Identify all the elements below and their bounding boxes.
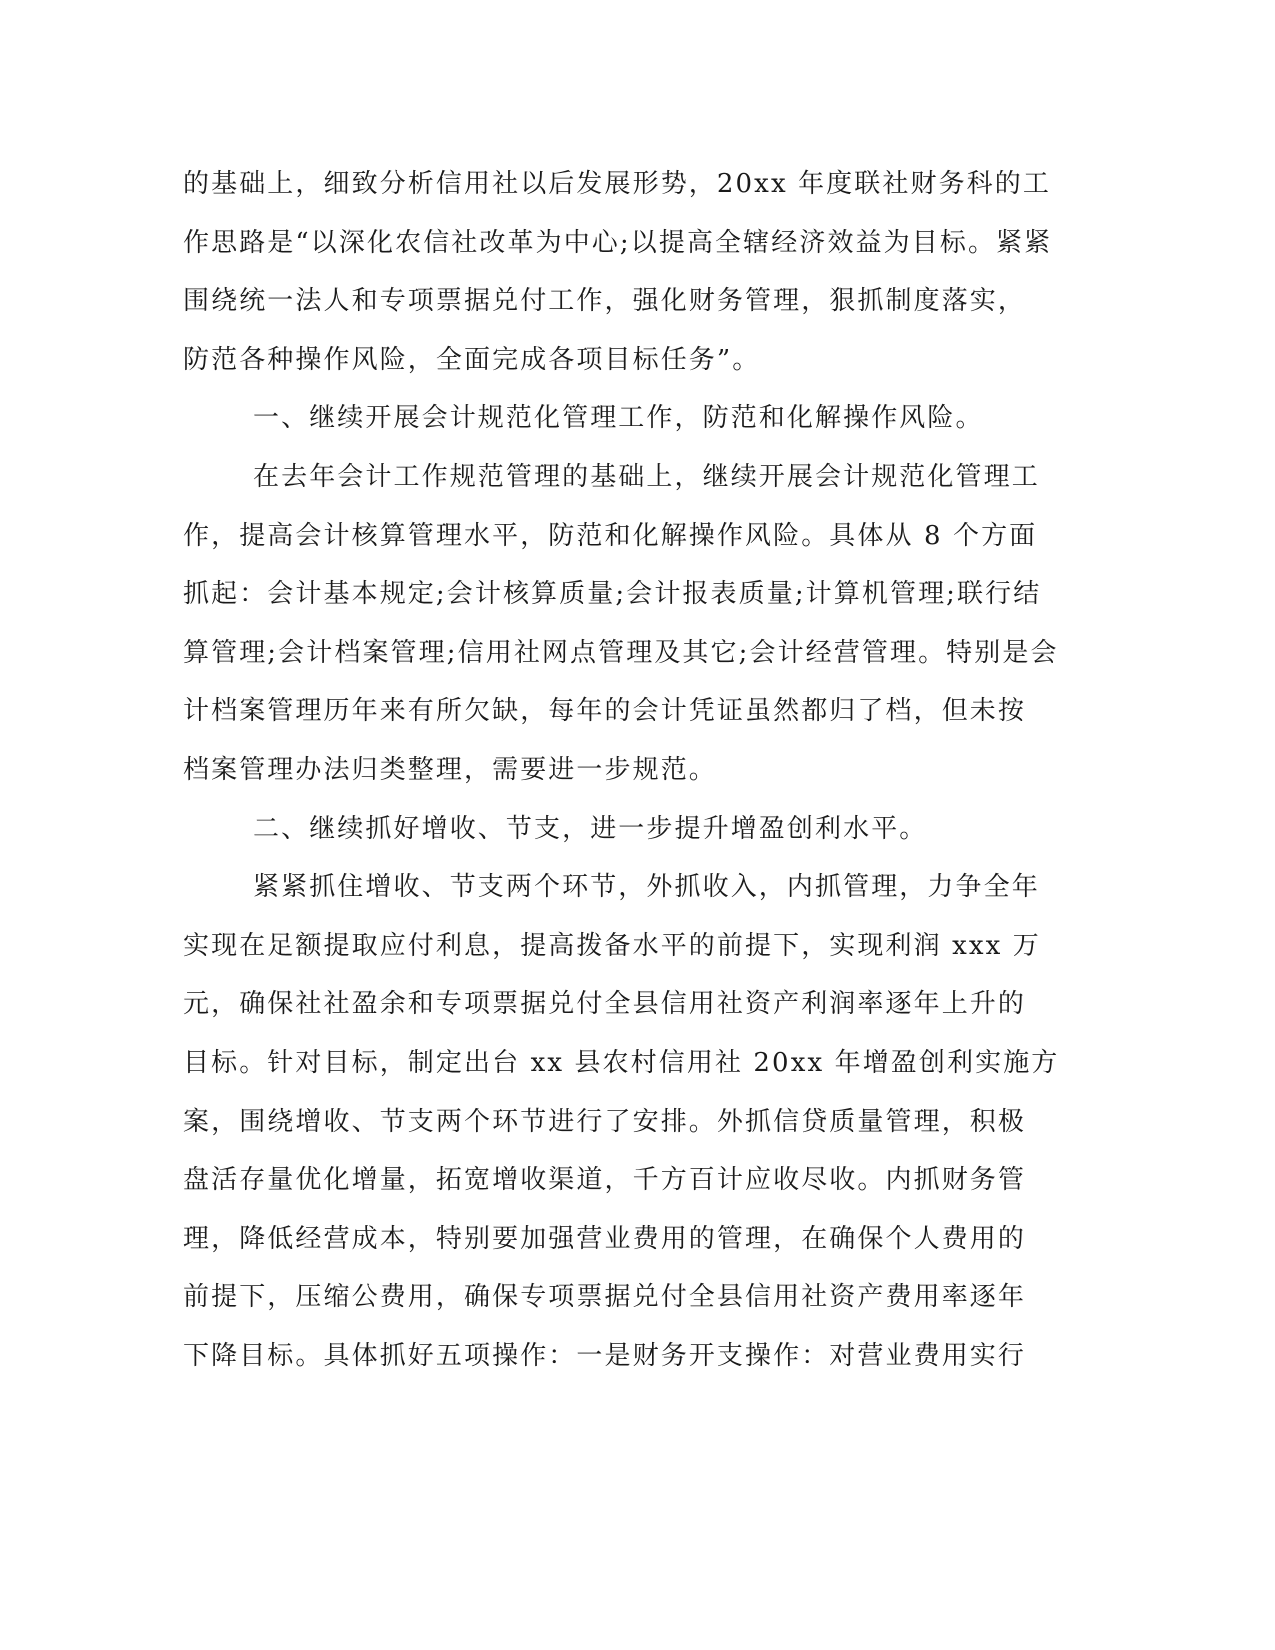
text-line: 紧紧抓住增收、节支两个环节，外抓收入，内抓管理，力争全年	[253, 872, 1040, 903]
text-line: 理，降低经营成本，特别要加强营业费用的管理，在确保个人费用的	[183, 1223, 1027, 1254]
text-line: 实现在足额提取应付利息，提高拨备水平的前提下，实现利润 xxx 万	[183, 930, 1041, 961]
text-line: 在去年会计工作规范管理的基础上，继续开展会计规范化管理工	[253, 461, 1040, 492]
text-line: 计档案管理历年来有所欠缺，每年的会计凭证虽然都归了档，但未按	[183, 696, 1027, 727]
text-line: 的基础上，细致分析信用社以后发展形势，20xx 年度联社财务科的工	[183, 169, 1051, 199]
text-line: 下降目标。具体抓好五项操作：一是财务开支操作：对营业费用实行	[183, 1340, 1027, 1371]
text-line: 元，确保社社盈余和专项票据兑付全县信用社资产利润率逐年上升的	[183, 989, 1027, 1020]
document-body	[183, 155, 1063, 1385]
section-heading-1: 一、继续开展会计规范化管理工作，防范和化解操作风险。	[253, 403, 984, 434]
text-line: 档案管理办法归类整理，需要进一步规范。	[183, 754, 717, 785]
text-line: 防范各种操作风险，全面完成各项目标任务”。	[183, 344, 761, 375]
text-line: 前提下，压缩公费用，确保专项票据兑付全县信用社资产费用率逐年	[183, 1282, 1027, 1313]
text-line: 目标。针对目标，制定出台 xx 县农村信用社 20xx 年增盈创利实施方	[183, 1047, 1060, 1078]
text-line: 盘活存量优化增量，拓宽增收渠道，千方百计应收尽收。内抓财务管	[183, 1165, 1027, 1196]
text-line: 作，提高会计核算管理水平，防范和化解操作风险。具体从 8 个方面	[183, 520, 1038, 551]
text-line: 作思路是“以深化农信社改革为中心;以提高全辖经济效益为目标。紧紧	[183, 227, 1053, 258]
text-line: 围绕统一法人和专项票据兑付工作，强化财务管理，狠抓制度落实，	[183, 286, 1027, 317]
text-line: 抓起：会计基本规定;会计核算质量;会计报表质量;计算机管理;联行结	[183, 579, 1042, 610]
text-line: 案，围绕增收、节支两个环节进行了安排。外抓信贷质量管理，积极	[183, 1106, 1027, 1137]
section-heading-2: 二、继续抓好增收、节支，进一步提升增盈创利水平。	[253, 813, 928, 844]
text-line: 算管理;会计档案管理;信用社网点管理及其它;会计经营管理。特别是会	[183, 637, 1059, 668]
